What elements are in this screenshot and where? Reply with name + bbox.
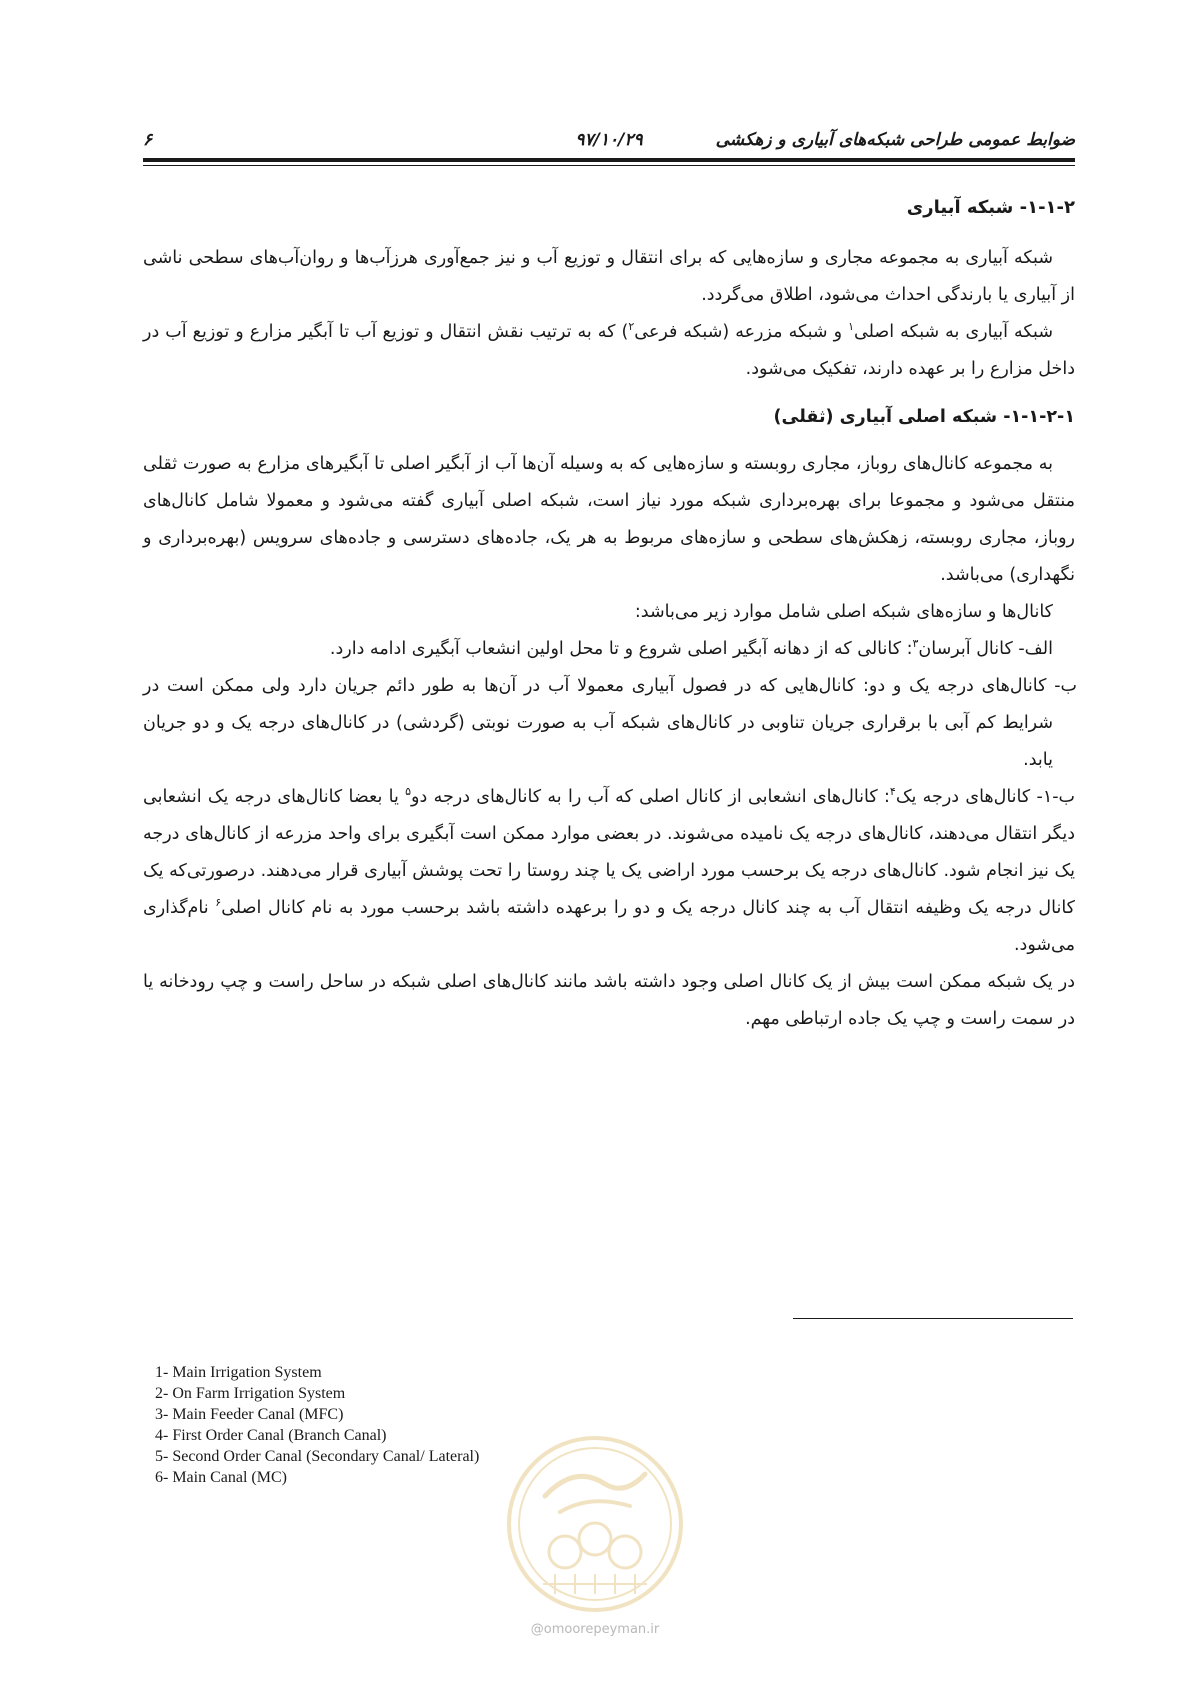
footnote-ref: ۲ [628,320,635,334]
footnote-ref: ۳ [912,637,919,651]
list-item-be-1 [143,779,1075,964]
page-number: ۶ [143,130,153,150]
footnote-ref: ۴ [889,785,896,799]
text-run: یا بعضا کانال‌های درجه یک انشعابی دیگر انتقال می‌دهند، کانال‌های درجه یک نامیده می‌شوند. در بعضی موارد ممکن است آبگیری برای واحد مزرعه از کانال‌های درجه یک نیز انجام شود. کانال‌های درجه یک برحسب مورد اراضی یک یا چند روستا را تحت پوشش آبیاری قرار می‌دهند. درصورتی‌که یک کانال درجه یک وظیفه انتقال آب به چند کانال درجه یک و دو را برعهده داشته باشد برحسب مورد به نام کانال اصلی [143,787,1075,918]
paragraph: در یک شبکه ممکن است بیش از یک کانال اصلی وجود داشته باشد مانند کانال‌های اصلی شبکه در ساحل راست و چپ رودخانه یا در سمت راست و چپ یک جاده ارتباطی مهم. [143,972,1075,1029]
text-run: : کانال‌های انشعابی از کانال اصلی که آب را به کانال‌های درجه دو [411,787,890,807]
header-title: ضوابط عمومی طراحی شبکه‌های آبیاری و زهکشی [715,130,1075,150]
section-heading: ۱-۱-۲- شبکه آبیاری [906,197,1075,218]
list-item-alef [143,631,1075,668]
footnote-separator [793,1318,1073,1319]
paragraph: به مجموعه کانال‌های روباز، مجاری روبسته و سازه‌هایی که به وسیله آن‌ها آب از آبگیر اصلی تا آبگیرهای مزارع به صورت ثقلی منتقل می‌شود و مجموعا برای بهره‌برداری شبکه مورد نیاز است، شبکه اصلی آبیاری گفته می‌شود و معمولا شامل کانال‌های روباز، مجاری روبسته، زهکش‌های سطحی و سازه‌های مربوط به هر یک، جاده‌های دسترسی و جاده‌های سرویس (بهره‌برداری و نگهداری) می‌باشد. [143,454,1075,585]
paragraph: شبکه آبیاری به مجموعه مجاری و سازه‌هایی که برای انتقال و توزیع آب و نیز جمع‌آوری هرزآب‌ها و روان‌آب‌های سطحی ناشی از آبیاری یا بارندگی احداث می‌شود، اطلاق می‌گردد. [143,248,1075,305]
watermark-url: @omoorepeyman.ir [530,1622,660,1637]
header-rule-thick [143,158,1075,162]
footnote: 5- Second Order Canal (Secondary Canal/ Lateral) [155,1448,480,1465]
text-run: ب-۱- کانال‌های درجه یک [895,787,1076,807]
footnote: 2- On Farm Irrigation System [155,1385,346,1402]
footnote-ref: ۱ [848,320,855,334]
watermark-logo-icon [505,1434,685,1614]
text-run: و شبکه مزرعه (شبکه فرعی [634,322,849,342]
footnote: 1- Main Irrigation System [155,1364,322,1381]
paragraph [143,314,1075,388]
body-text [143,188,1075,1038]
footnote-ref: ۵ [405,785,412,799]
text-run: : کانالی که از دهانه آبگیر اصلی شروع و تا محل اولین انشعاب آبگیری ادامه دارد. [329,639,913,659]
header-rule-thin [143,165,1075,166]
text-run: شبکه آبیاری به شبکه اصلی [854,322,1053,342]
text-run: الف- کانال آبرسان [918,639,1053,659]
footnote: 3- Main Feeder Canal (MFC) [155,1406,344,1423]
header-date: ۹۷/۱۰/۲۹ [575,130,643,150]
subsection-heading: ۱-۱-۲-۱- شبکه اصلی آبیاری (ثقلی) [773,407,1075,427]
footnote-ref: ۶ [215,896,222,910]
footnotes [155,1362,479,1488]
footnote: 6- Main Canal (MC) [155,1469,287,1486]
list-item-be: ب- کانال‌های درجه یک و دو: کانال‌هایی که در فصول آبیاری معمولا آب در آن‌ها به طور دائم جریان دارد ولی ممکن است در شرایط کم آبی با برقراری جریان تناوبی در کانال‌های شبکه آب به صورت نوبتی (گردشی) در کانال‌های درجه یک و دو جریان یابد. [143,676,1077,770]
running-header [143,124,1075,154]
footnote: 4- First Order Canal (Branch Canal) [155,1427,387,1444]
text-run: نام‌گذاری می‌شود. [143,898,1075,955]
text-run: ) که به ترتیب نقش انتقال و توزیع آب تا آبگیر مزارع و توزیع آب در داخل مزارع را بر عهده دارند، تفکیک می‌شود. [143,322,1075,379]
paragraph: کانال‌ها و سازه‌های شبکه اصلی شامل موارد زیر می‌باشد: [634,602,1053,622]
